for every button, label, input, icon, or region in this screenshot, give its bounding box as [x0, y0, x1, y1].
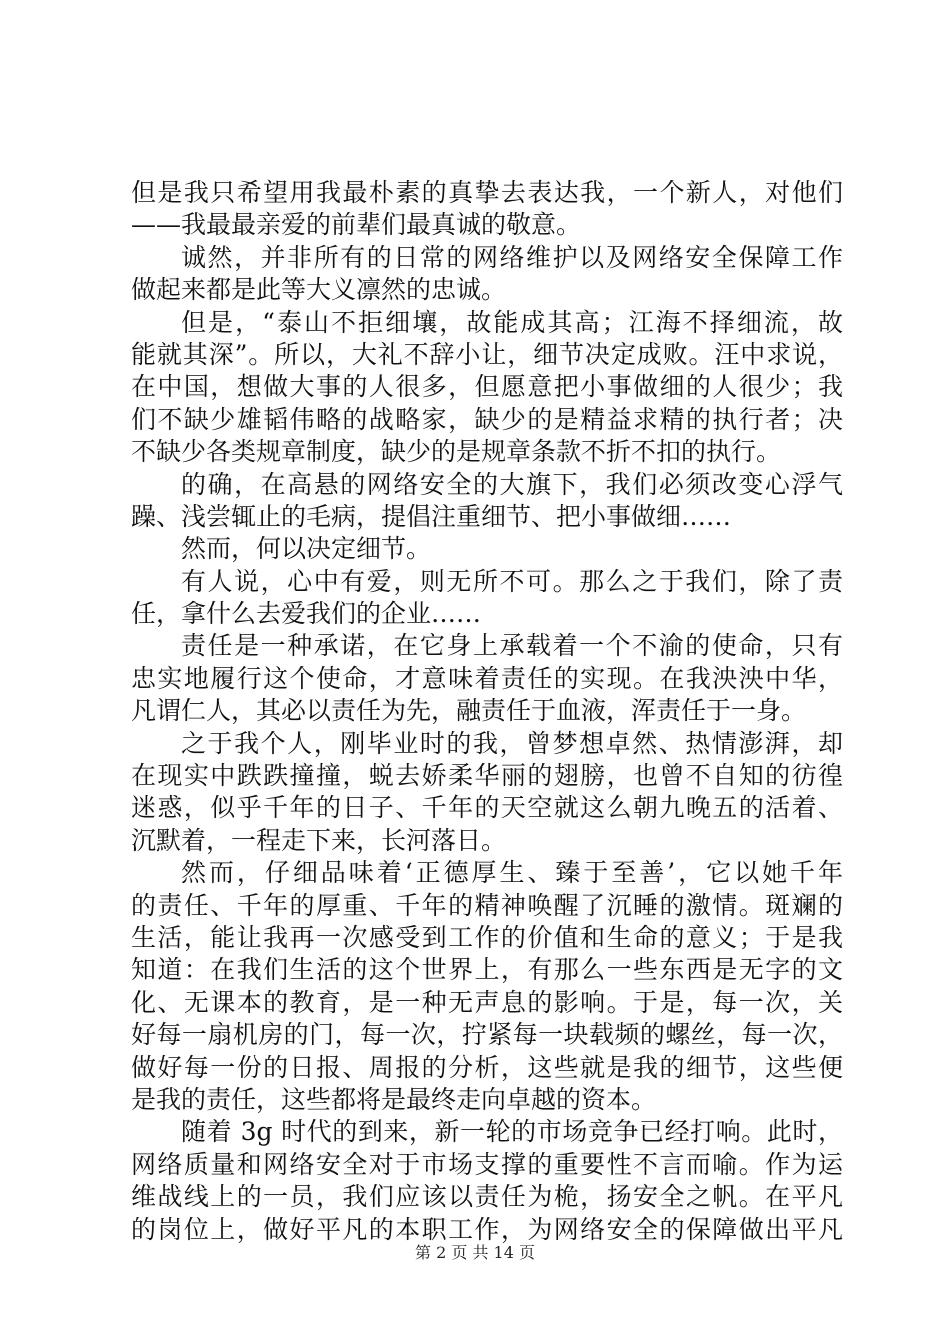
- text-line: 然而，何以决定细节。: [181, 534, 432, 564]
- text-line: 的岗位上，做好平凡的本职工作，为网络安全的保障做出平凡: [131, 1214, 843, 1244]
- text-line: 随着 3g 时代的到来，新一轮的市场竞争已经打响。此时，: [181, 1117, 843, 1147]
- text-line: 能就其深”。所以，大礼不辞小让，细节决定成败。汪中求说，: [131, 339, 843, 369]
- text-line: 知道：在我们生活的这个世界上，有那么一些东西是无字的文: [131, 955, 843, 985]
- text-line: 是我的责任，这些都将是最终走向卓越的资本。: [131, 1084, 657, 1114]
- text-line: 躁、浅尝辄止的毛病，提倡注重细节、把小事做细……: [131, 501, 732, 531]
- text-line: 诚然，并非所有的日常的网络维护以及网络安全保障工作: [181, 242, 843, 272]
- text-line: 在中国，想做大事的人很多，但愿意把小事做细的人很少；我: [131, 372, 843, 402]
- text-line: 但是我只希望用我最朴素的真挚去表达我，一个新人，对他们: [131, 178, 843, 207]
- text-line: 迷惑，似乎千年的日子、千年的天空就这么朝九晚五的活着、: [131, 793, 843, 823]
- text-line: 沉默着，一程走下来，长河落日。: [131, 825, 507, 855]
- text-line: 任，拿什么去爱我们的企业……: [131, 599, 482, 629]
- text-line: 之于我个人，刚毕业时的我，曾梦想卓然、热情澎湃，却: [181, 728, 843, 758]
- text-line: 不缺少各类规章制度，缺少的是规章条款不折不扣的执行。: [131, 437, 782, 467]
- text-line: 化、无课本的教育，是一种无声息的影响。于是，每一次，关: [131, 987, 843, 1017]
- text-line: 的确，在高悬的网络安全的大旗下，我们必须改变心浮气: [181, 469, 843, 499]
- text-line: 生活，能让我再一次感受到工作的价值和生命的意义；于是我: [131, 922, 843, 952]
- text-line: 的责任、千年的厚重、千年的精神唤醒了沉睡的激情。斑斓的: [131, 890, 843, 920]
- text-line: 忠实地履行这个使命，才意味着责任的实现。在我泱泱中华，: [131, 663, 843, 693]
- text-line: 做起来都是此等大义凛然的忠诚。: [131, 275, 507, 305]
- text-line: 们不缺少雄韬伟略的战略家，缺少的是精益求精的执行者；决: [131, 404, 843, 434]
- page-number-footer: 第 2 页 共 14 页: [415, 1243, 535, 1262]
- body-text: [131, 177, 843, 1246]
- text-line: 责任是一种承诺，在它身上承载着一个不渝的使命，只有: [181, 631, 843, 661]
- text-line: 好每一扇机房的门，每一次，拧紧每一块载频的螺丝，每一次，: [131, 1020, 843, 1050]
- text-line: ——我最最亲爱的前辈们最真诚的敬意。: [131, 210, 582, 240]
- text-line: 有人说，心中有爱，则无所不可。那么之于我们，除了责: [181, 566, 843, 596]
- text-line: 做好每一份的日报、周报的分析，这些就是我的细节，这些便: [131, 1052, 843, 1082]
- text-line: 但是，“泰山不拒细壤，故能成其高；江海不择细流，故: [181, 307, 843, 337]
- text-line: 网络质量和网络安全对于市场支撑的重要性不言而喻。作为运: [131, 1149, 843, 1179]
- text-line: 维战线上的一员，我们应该以责任为桅，扬安全之帆。在平凡: [131, 1182, 843, 1212]
- text-line: 凡谓仁人，其必以责任为先，融责任于血液，浑责任于一身。: [131, 696, 807, 726]
- text-line: 然而，仔细品味着‘正德厚生、臻于至善’，它以她千年: [181, 858, 843, 888]
- text-line: 在现实中跌跌撞撞，蜕去娇柔华丽的翅膀，也曾不自知的彷徨: [131, 761, 843, 791]
